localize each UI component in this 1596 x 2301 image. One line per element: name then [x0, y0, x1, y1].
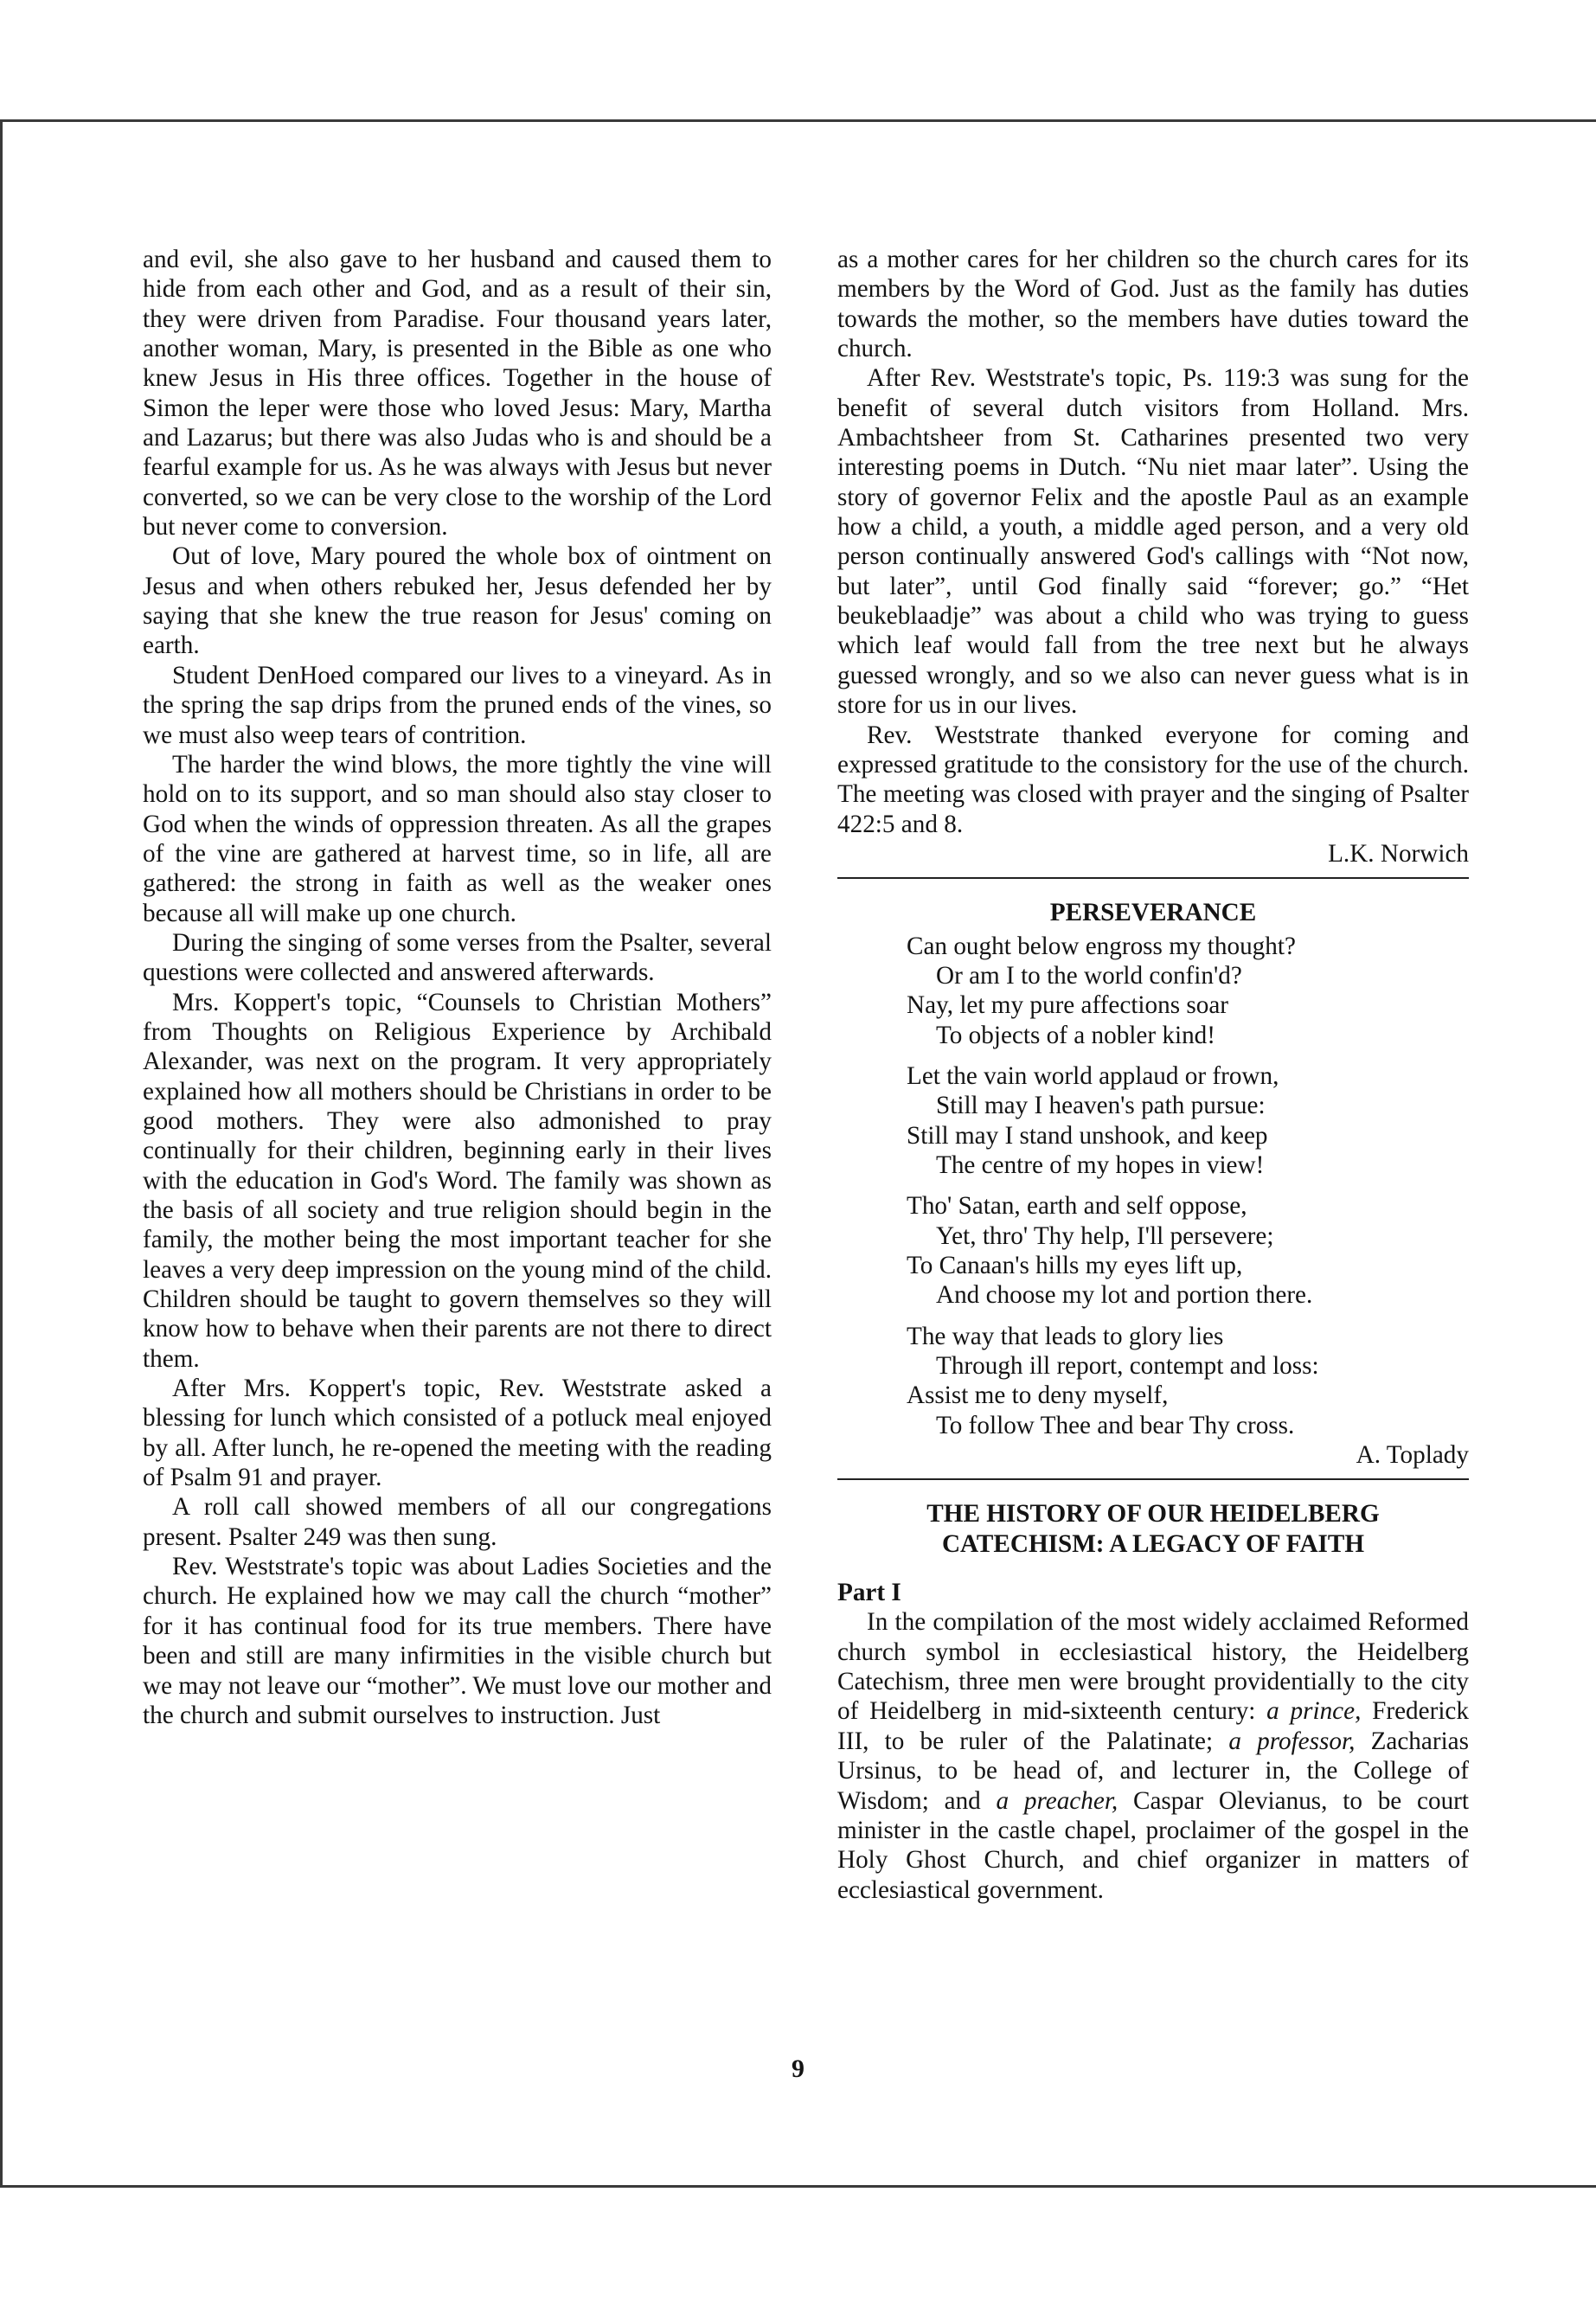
paragraph: A roll call showed members of all our congregations present. Psalter 249 was then sung. [143, 1493, 772, 1551]
scan-border-left [0, 119, 3, 2187]
paragraph: Rev. Weststrate's topic was about Ladies Societies and the church. He explained how we may call the church “mother” for it has continual food for its true members. There have been and still are many infirmities in the visible church but we may not leave our “mother”. We must love our mother and the church and submit ourselves to instruction. Just [143, 1553, 772, 1729]
poem-line: Assist me to deny myself, [907, 1381, 1169, 1410]
poem-stanza [907, 1061, 1469, 1180]
text-run: In the compilation of the most widely acclaimed Reformed church symbol in ecclesiastical history, the Heidelberg Catechism, three men were brought providentially to the city of Heidelberg in mid-sixteenth century: [837, 1608, 1469, 1726]
section-divider [837, 877, 1469, 879]
paragraph: Out of love, Mary poured the whole box of ointment on Jesus and when others rebuked her, Jesus defended her by saying that she knew the true reason for Jesus' coming on earth. [143, 542, 772, 660]
poem-line: Still may I heaven's path pursue: [936, 1092, 1266, 1120]
poem-line: Let the vain world applaud or frown, [907, 1061, 1279, 1090]
paragraph: The harder the wind blows, the more tightly the vine will hold on to its support, and so man should also stay closer to God when the winds of oppression threaten. As all the grapes of the vine are gathered at harvest time, so in life, all are gathered: the strong in faith as well as the weaker ones because all will make up one church. [143, 750, 772, 927]
poem-line: The way that leads to glory lies [907, 1322, 1224, 1350]
article-title-line: THE HISTORY OF OUR HEIDELBERG [926, 1500, 1380, 1529]
poem-stanza [907, 1191, 1469, 1310]
article-paragraph [837, 1607, 1469, 1904]
poem-line: To follow Thee and bear Thy cross. [936, 1411, 1295, 1439]
paragraph: Student DenHoed compared our lives to a vineyard. As in the spring the sap drips from the pruned ends of the vines, so we must also weep tears of contrition. [143, 661, 772, 749]
poem-author: A. Toplady [1356, 1441, 1469, 1470]
part-heading: Part I [837, 1579, 901, 1607]
emphasis-run: a professor, [1228, 1727, 1356, 1755]
poem-line: To Canaan's hills my eyes lift up, [907, 1252, 1243, 1279]
poem-line: Can ought below engross my thought? [907, 932, 1296, 960]
poem-stanza [907, 1322, 1469, 1440]
paragraph: and evil, she also gave to her husband and caused them to hide from each other and God, and as a result of their sin, they were driven from Paradise. Four thousand years later, another woman, Mary, is presented in the Bible as one who knew Jesus in His three offices. Together in the house of Simon the leper were those who loved Jesus: Mary, Martha and Lazarus; but there was also Judas who is and should be a fearful example for us. As he was always with Jesus but never converted, so we can be very close to the worship of the Lord but never come to conversion. [143, 246, 772, 542]
poem [907, 932, 1469, 1441]
poem-line: Or am I to the world confin'd? [936, 961, 1242, 990]
paragraph: After Mrs. Koppert's topic, Rev. Weststrate asked a blessing for lunch which consisted of a potluck meal enjoyed by all. After lunch, he re-opened the meeting with the reading of Psalm 91 and prayer. [143, 1375, 772, 1492]
text-run: Frederick III, to be ruler of the Palatinate; [837, 1697, 1469, 1755]
scan-border-top [0, 119, 1596, 122]
paragraph: as a mother cares for her children so the church cares for its members by the Word of God. Just as the family has duties towards the mother, so the members have duties toward the church. [837, 246, 1469, 363]
scan-border-bottom [0, 2185, 1596, 2188]
paragraph: After Rev. Weststrate's topic, Ps. 119:3 was sung for the benefit of several dutch visitors from Holland. Mrs. Ambachtsheer from St. Catharines presented two very interesting poems in Dutch. “Nu niet maar later”. Using the story of governor Felix and the apostle Paul as an example how a child, a youth, a middle aged person, and a very old person continually answered God's callings with “Not now, but later”, until God finally said “forever; go.” “Het beukeblaadje” was about a child who was trying to guess which leaf would fall from the tree next but he always guessed wrongly, and so we also can never guess what is in store for us in our lives. [837, 364, 1469, 720]
poem-title: PERSEVERANCE [1049, 899, 1257, 927]
page-number: 9 [792, 2054, 804, 2083]
report-signature: L.K. Norwich [1328, 839, 1469, 868]
emphasis-run: a prince, [1266, 1697, 1362, 1726]
poem-stanza [907, 932, 1469, 1050]
poem-line: Yet, thro' Thy help, I'll persevere; [936, 1221, 1274, 1250]
left-column [143, 245, 772, 1730]
poem-line: And choose my lot and portion there. [936, 1281, 1313, 1310]
paragraph: During the singing of some verses from the Psalter, several questions were collected and answered afterwards. [143, 928, 772, 987]
poem-line: Nay, let my pure affections soar [907, 991, 1229, 1020]
paragraph: Mrs. Koppert's topic, “Counsels to Christian Mothers” from Thoughts on Religious Experience by Archibald Alexander, was next on the program. It very appropriately explained how all mothers should be Christians in order to be good mothers. They were also admonished to pray continually for their children, beginning early in their lives with the education in God's Word. The family was shown as the basis of all society and true religion should begin in the family, the mother being the most important teacher for she leaves a very deep impression on the young mind of the child. Children should be taught to govern themselves so they will know how to behave when their parents are not there to direct them. [143, 988, 772, 1373]
poem-line: Still may I stand unshook, and keep [907, 1121, 1268, 1150]
poem-line: The centre of my hopes in view! [936, 1150, 1265, 1179]
emphasis-run: a preacher, [996, 1786, 1118, 1815]
poem-line: Tho' Satan, earth and self oppose, [907, 1192, 1247, 1221]
paragraph: Rev. Weststrate thanked everyone for coming and expressed gratitude to the consistory for the use of the church. The meeting was closed with prayer and the singing of Psalter 422:5 and 8. [837, 721, 1469, 838]
article-title-line: CATECHISM: A LEGACY OF FAITH [941, 1529, 1365, 1558]
text-run: Caspar Olevianus, to be court minister in the castle chapel, proclaimer of the gospel in the Holy Ghost Church, and chief organizer in matters of ecclesiastical government. [837, 1786, 1469, 1904]
right-column [837, 245, 1469, 1905]
poem-line: Through ill report, contempt and loss: [936, 1352, 1319, 1381]
poem-line: To objects of a nobler kind! [936, 1021, 1215, 1049]
article-title [837, 1499, 1469, 1559]
text-run: Zacharias Ursinus, to be head of, and lecturer in, the College of Wisdom; and [837, 1727, 1469, 1815]
section-divider [837, 1478, 1469, 1480]
